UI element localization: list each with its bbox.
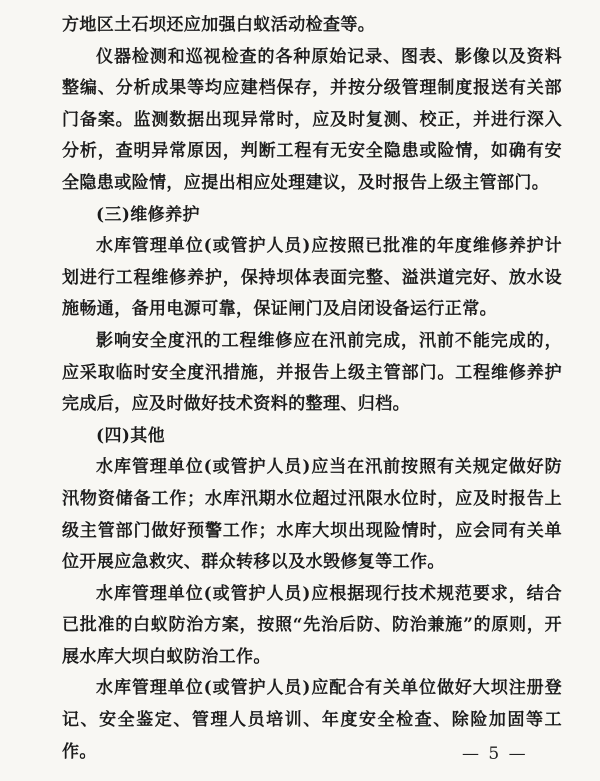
section-heading-maintenance: (三)维修养护 bbox=[96, 204, 200, 225]
paragraph-cooperation: 水库管理单位(或管护人员)应配合有关单位做好大坝注册登记、安全鉴定、管理人员培训、年度安全检查、除险加固等工作。 bbox=[62, 678, 562, 762]
paragraph-archiving: 仪器检测和巡视检查的各种原始记录、图表、影像以及资料整编、分析成果等均应建档保存，并按分级管理制度报送有关部门备案。监测数据出现异常时，应及时复测、校正，并进行深入分析，查明异常原因，判断工程有无安全隐患或险情，如确有安全隐患或险情，应提出相应处理建议，及时报告上级主管部门。 bbox=[62, 46, 562, 193]
paragraph-continuation: 方地区土石坝还应加强白蚁活动检查等。 bbox=[62, 15, 376, 35]
page-number: — 5 — bbox=[462, 744, 528, 764]
paragraph-termite-control: 水库管理单位(或管护人员)应根据现行技术规范要求，结合已批准的白蚁防治方案，按照“先治后防、防治兼施”的原则，开展水库大坝白蚁防治工作。 bbox=[62, 583, 562, 667]
paragraph-flood-season-repair: 影响安全度汛的工程维修应在汛前完成，汛前不能完成的，应采取临时安全度汛措施，并报告上级主管部门。工程维修养护完成后，应及时做好技术资料的整理、归档。 bbox=[62, 330, 562, 415]
section-heading-other: (四)其他 bbox=[96, 425, 166, 446]
paragraph-maintenance-plan: 水库管理单位(或管护人员)应按照已批准的年度维修养护计划进行工程维修养护，保持坝体表面完整、溢洪道完好、放水设施畅通，备用电源可靠，保证闸门及启闭设备运行正常。 bbox=[62, 236, 562, 320]
document-body bbox=[62, 10, 562, 768]
paragraph-flood-preparation: 水库管理单位(或管护人员)应当在汛前按照有关规定做好防汛物资储备工作；水库汛期水位超过汛限水位时，应及时报告上级主管部门做好预警工作；水库大坝出现险情时，应会同有关单位开展应急救灾、群众转移以及水毁修复等工作。 bbox=[62, 457, 562, 573]
